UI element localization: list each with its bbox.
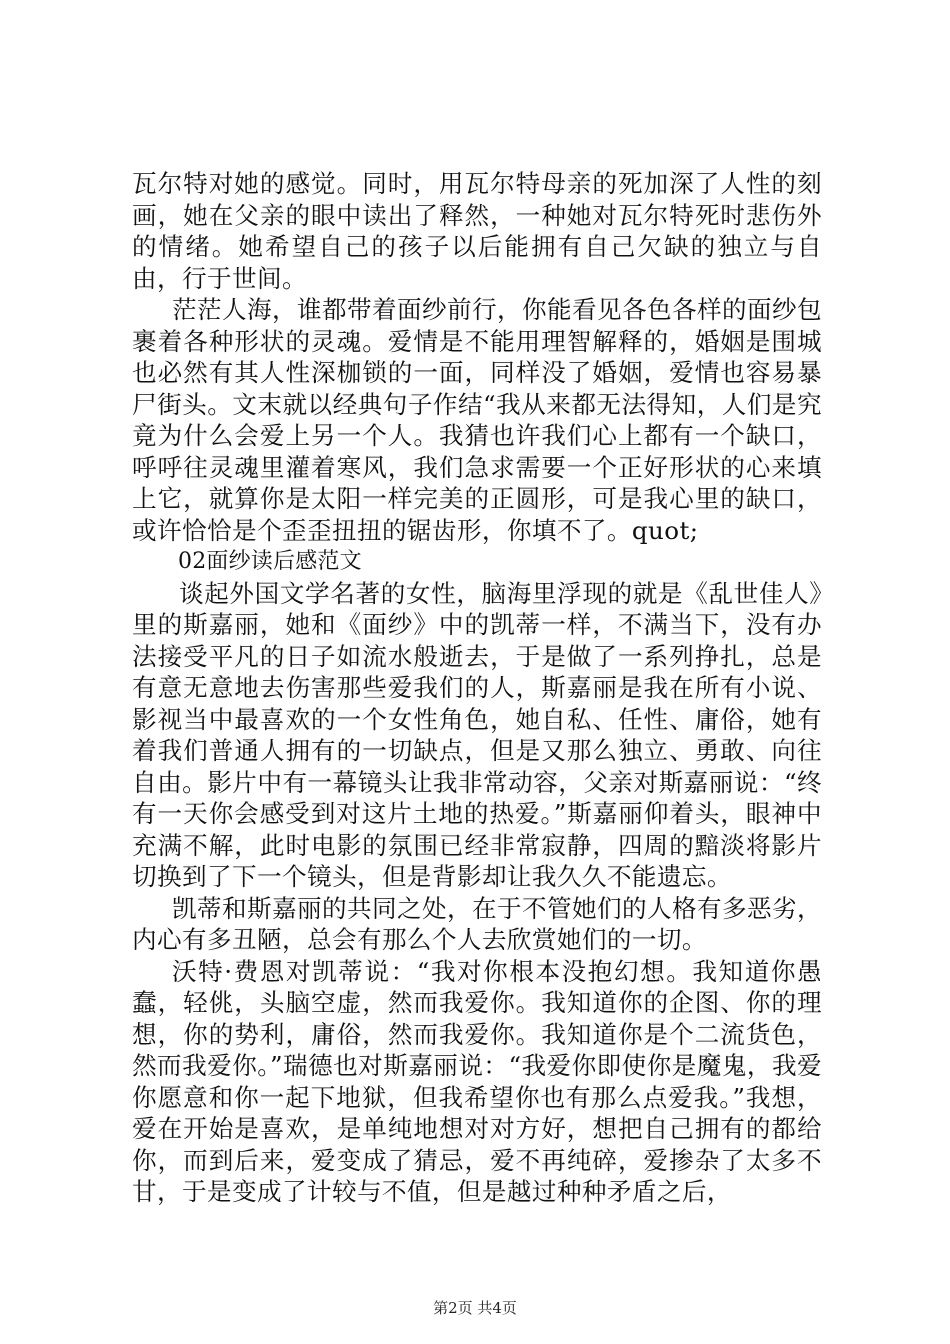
paragraph-veil-reflection: 茫茫人海，谁都带着面纱前行，你能看见各色各样的面纱包裹着各种形状的灵魂。爱情是不能用理智解释的，婚姻是围城也必然有其人性深枷锁的一面，同样没了婚姻，爱情也容易暴尸街头。文末就以经典句子作结“我从来都无法得知，人们是究竟为什么会爱上另一个人。我猜也许我们心上都有一个缺口，呼呼往灵魂里灌着寒风，我们急求需要一个正好形状的心来填上它，就算你是太阳一样完美的正圆形，可是我心里的缺口，或许恰恰是个歪歪扭扭的锯齿形，你填不了。quot; [132, 295, 822, 545]
paragraph-continuation: 瓦尔特对她的感觉。同时，用瓦尔特母亲的死加深了人性的刻画，她在父亲的眼中读出了释然，一种她对瓦尔特死时悲伤外的情绪。她希望自己的孩子以后能拥有自己欠缺的独立与自由，行于世间。 [132, 169, 822, 293]
section-heading: 02面纱读后感范文 [178, 549, 362, 574]
paragraph-love-quotes: 沃特·费恩对凯蒂说：“我对你根本没抱幻想。我知道你愚蠢，轻佻，头脑空虚，然而我爱你。我知道你的企图、你的理想，你的势利，庸俗，然而我爱你。我知道你是个二流货色，然而我爱你。”瑞德也对斯嘉丽说：“我爱你即使你是魔鬼，我爱你愿意和你一起下地狱，但我希望你也有那么点爱我。”我想，爱在开始是喜欢，是单纯地想对对方好，想把自己拥有的都给你，而到后来，爱变成了猜忌，爱不再纯碎，爱掺杂了太多不甘，于是变成了计较与不值，但是越过种种矛盾之后， [132, 956, 822, 1206]
page-number-footer: 第2页 共4页 [433, 1299, 517, 1317]
body-text [132, 168, 822, 1208]
paragraph-common-ground: 凯蒂和斯嘉丽的共同之处，在于不管她们的人格有多恶劣，内心有多丑陋，总会有那么个人去欣赏她们的一切。 [132, 893, 822, 954]
paragraph-scarlett-intro: 谈起外国文学名著的女性，脑海里浮现的就是《乱世佳人》里的斯嘉丽，她和《面纱》中的凯蒂一样，不满当下，没有办法接受平凡的日子如流水般逝去，于是做了一系列挣扎，总是有意无意地去伤害那些爱我们的人，斯嘉丽是我在所有小说、影视当中最喜欢的一个女性角色，她自私、任性、庸俗，她有着我们普通人拥有的一切缺点，但是又那么独立、勇敢、向往自由。影片中有一幕镜头让我非常动容，父亲对斯嘉丽说：“终有一天你会感受到对这片土地的热爱。”斯嘉丽仰着头，眼神中充满不解，此时电影的氛围已经非常寂静，四周的黯淡将影片切换到了下一个镜头，但是背影却让我久久不能遗忘。 [132, 578, 822, 891]
